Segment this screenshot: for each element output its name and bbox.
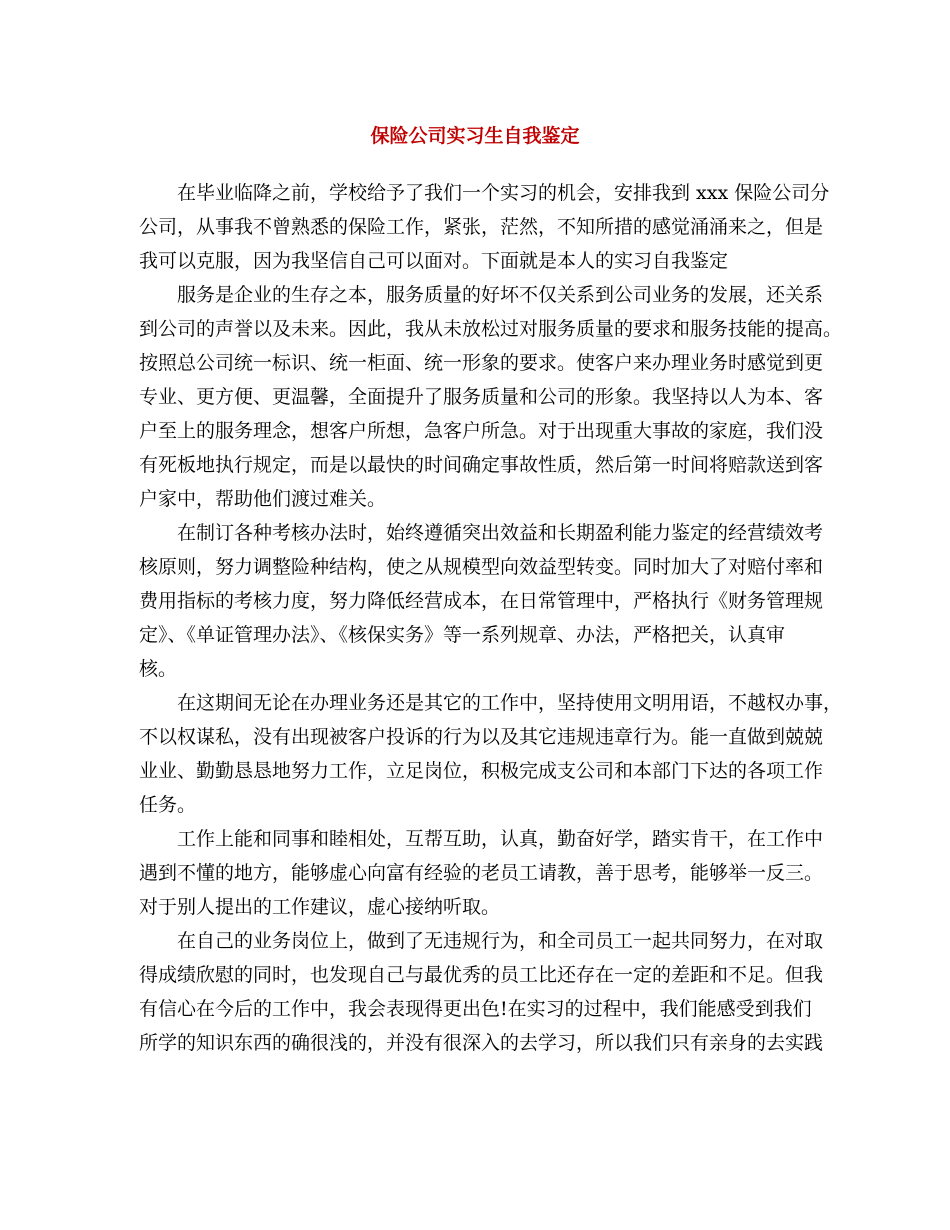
paragraph-line: 不以权谋私，没有出现被客户投诉的行为以及其它违规违章行为。能一直做到兢兢 (139, 726, 824, 748)
paragraph-line: 户至上的服务理念，想客户所想，急客户所急。对于出现重大事故的家庭，我们没 (139, 420, 824, 442)
paragraph-line: 在制订各种考核办法时，始终遵循突出效益和长期盈利能力鉴定的经营绩效考 (177, 522, 824, 544)
paragraph-4 (139, 686, 843, 822)
paragraph-line: 按照总公司统一标识、统一柜面、统一形象的要求。使客户来办理业务时感觉到更 (139, 352, 824, 374)
paragraph-line: 有死板地执行规定，而是以最快的时间确定事故性质，然后第一时间将赔款送到客 (139, 454, 824, 476)
document-title: 保险公司实习生自我鉴定 (370, 125, 580, 147)
paragraph-3 (139, 516, 829, 686)
paragraph-line: 业业、勤勤恳恳地努力工作，立足岗位，积极完成支公司和本部门下达的各项工作 (139, 760, 824, 782)
paragraph-line: 任务。 (139, 794, 197, 816)
paragraph-line: 工作上能和同事和睦相处，互帮互助，认真，勤奋好学，踏实肯干，在工作中 (177, 828, 824, 850)
paragraph-6 (139, 924, 829, 1060)
paragraph-line: 得成绩欣慰的同时，也发现自己与最优秀的员工比还存在一定的差距和不足。但我 (139, 964, 824, 986)
paragraph-line: 在毕业临降之前，学校给予了我们一个实习的机会，安排我到 xxx 保险公司分 (177, 182, 830, 204)
paragraph-1 (139, 176, 829, 278)
paragraph-line: 专业、更方便、更温馨，全面提升了服务质量和公司的形象。我坚持以人为本、客 (139, 386, 824, 408)
paragraph-line: 定》、《单证管理办法》、《核保实务》等一系列规章、办法，严格把关，认真审 (139, 624, 786, 646)
paragraph-line: 核。 (139, 658, 178, 680)
document-body (139, 176, 843, 1060)
paragraph-line: 公司，从事我不曾熟悉的保险工作，紧张，茫然，不知所措的感觉涌涌来之，但是 (139, 216, 824, 238)
paragraph-line: 到公司的声誉以及未来。因此，我从未放松过对服务质量的要求和服务技能的提高。 (139, 318, 843, 340)
paragraph-line: 在自己的业务岗位上，做到了无违规行为，和全司员工一起共同努力，在对取 (177, 930, 824, 952)
paragraph-2 (139, 278, 843, 516)
paragraph-line: 户家中，帮助他们渡过难关。 (139, 488, 387, 510)
paragraph-line: 费用指标的考核力度，努力降低经营成本，在日常管理中，严格执行《财务管理规 (139, 590, 824, 612)
paragraph-line: 在这期间无论在办理业务还是其它的工作中，坚持使用文明用语，不越权办事， (177, 692, 843, 714)
paragraph-line: 遇到不懂的地方，能够虚心向富有经验的老员工请教，善于思考，能够举一反三。 (139, 862, 824, 884)
paragraph-line: 核原则，努力调整险种结构，使之从规模型向效益型转变。同时加大了对赔付率和 (139, 556, 824, 578)
paragraph-line: 有信心在今后的工作中，我会表现得更出色!在实习的过程中，我们能感受到我们 (139, 998, 812, 1020)
paragraph-line: 对于别人提出的工作建议，虚心接纳听取。 (139, 896, 501, 918)
paragraph-5 (139, 822, 829, 924)
paragraph-line: 我可以克服，因为我坚信自己可以面对。下面就是本人的实习自我鉴定 (139, 250, 729, 272)
paragraph-line: 所学的知识东西的确很浅的，并没有很深入的去学习，所以我们只有亲身的去实践 (139, 1032, 824, 1054)
paragraph-line: 服务是企业的生存之本，服务质量的好坏不仅关系到公司业务的发展，还关系 (177, 284, 824, 306)
